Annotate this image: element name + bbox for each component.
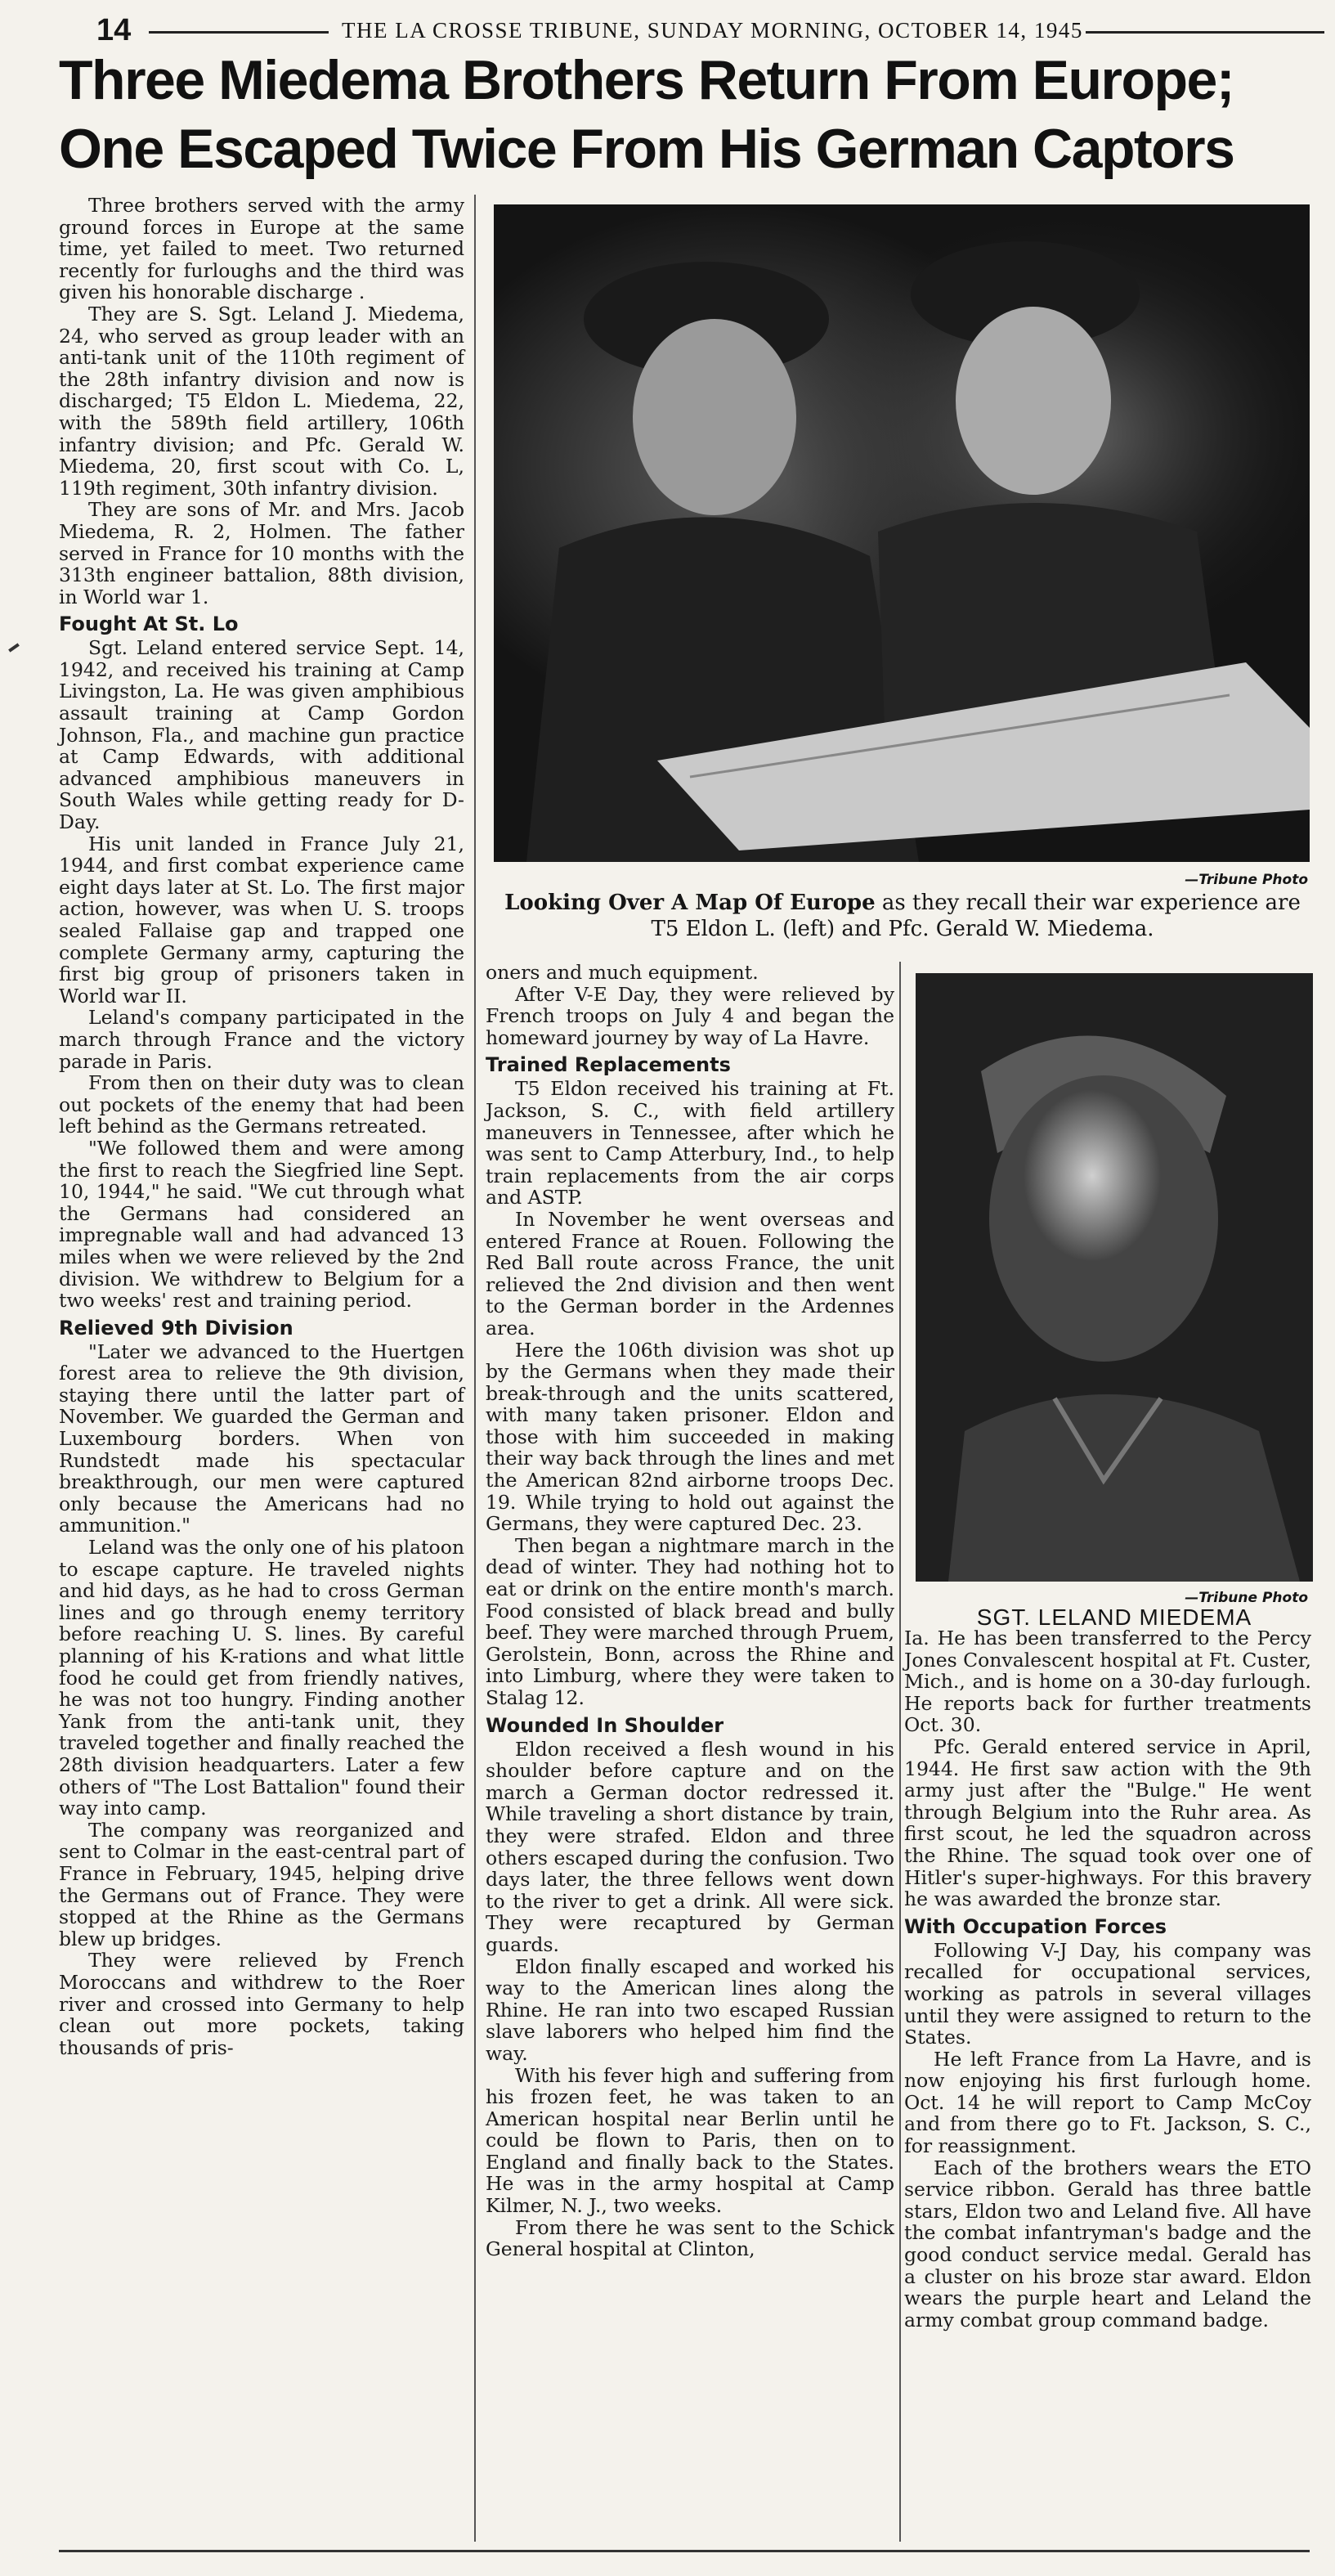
photo-credit: —Tribune Photo (1185, 1590, 1308, 1606)
subhead-trained-replacements: Trained Replacements (486, 1053, 731, 1077)
article-column-3 (904, 1627, 1311, 2331)
article-column-2 (486, 962, 894, 2260)
caption-text: as they recall their war experience are T5 Eldon L. (left) and Pfc. Gerald W. Miedema. (651, 891, 1301, 941)
column-divider (899, 962, 901, 2542)
paragraph: Each of the brothers wears the ETO service ribbon. Gerald has three battle stars, Eldon two and Leland five. All have the combat infantryman's badge and the good conduct service medal. Gerald has a cluster on his broze star award. Eldon wears the purple heart and Leland the army combat group command badge. (904, 2156, 1311, 2331)
photo-caption: SGT. LELAND MIEDEMA (976, 1604, 1252, 1630)
paragraph: From there he was sent to the Schick General hospital at Clinton, (486, 2215, 894, 2261)
subhead-with-occupation-forces: With Occupation Forces (904, 1914, 1167, 1938)
paragraph: Pfc. Gerald entered service in April, 1944. He first saw action with the 9th army just after the "Bulge." He went through Belgium into the Ruhr area. As first scout, he led the squadron across the Rhine. The squad took over one of Hitler's super-highways. For this bravery he was awarded the bronze star. (904, 1735, 1311, 1911)
paragraph: Following V-J Day, his company was recalled for occupational services, working as patrols in several villages until they were assigned to return to the States. (904, 1938, 1311, 2049)
paragraph: Sgt. Leland entered service Sept. 14, 1942, and received his training at Camp Livingston, La. He was given amphibious assault training at Camp Gordon Johnson, Fla., and machine gun practice at Camp Edwards, with additional advanced amphibious maneuvers in South Wales while getting ready for D-Day. (59, 636, 464, 834)
photo-image (494, 204, 1310, 862)
masthead (96, 11, 1323, 51)
masthead-rule-right (1086, 31, 1324, 34)
photo-brothers-with-map (494, 204, 1310, 862)
paragraph: T5 Eldon received his training at Ft. Jackson, S. C., with field artillery maneuvers in Tennessee, after which he was sent to Camp Atterbury, Ind., to help train replacements from the air corps and ASTP. (486, 1077, 894, 1209)
paragraph: He left France from La Havre, and is now enjoying his first furlough home. Oct. 14 he will report to Camp McCoy and from there go to Ft. Jackson, S. C., for reassignment. (904, 2047, 1311, 2158)
paragraph: Leland was the only one of his platoon to escape capture. He traveled nights and hid days, as he had to cross German lines and go through enemy territory before reaching U. S. lines. By careful planning of his K-rations and what little food he could get from friendly natives, he was not too hungry. Finding another Yank from the anti-tank unit, they traveled together and finally reached the 28th division headquarters. Later a few others of "The Lost Battalion" found their way into camp. (59, 1536, 464, 1820)
paragraph: "Later we advanced to the Huertgen forest area to relieve the 9th division, staying there until the latter part of November. We guarded the German and Luxembourg borders. When von Rundstedt made his spectacular breakthrough, our men were captured only because the Americans had no ammunition." (59, 1340, 464, 1537)
paragraph: They were relieved by French Moroccans and withdrew to the Roer river and crossed into Germany to help clean out more pockets, taking thousands of pris- (59, 1949, 464, 2059)
paragraph: Here the 106th division was shot up by the Germans when they made their break-through and the units scattered, with many taken prisoner. Eldon and those with him succeeded in making their way back through the lines and met the American 82nd airborne troops Dec. 19. While trying to hold out against the Germans, they were captured Dec. 23. (486, 1338, 894, 1536)
article-column-1 (59, 195, 464, 2058)
page-number: 14 (96, 13, 132, 47)
paragraph: Eldon finally escaped and worked his way to the American lines along the Rhine. He ran into two escaped Russian slave laborers who helped him find the way. (486, 1954, 894, 2065)
paragraph: Leland's company participated in the march through France and the victory parade in Paris. (59, 1006, 464, 1073)
photo-caption (495, 890, 1310, 942)
paragraph: Three brothers served with the army ground forces in Europe at the same time, yet failed to meet. Two returned recently for furloughs and the third was given his honorable discharge . (59, 194, 464, 304)
paragraph: "We followed them and were among the first to reach the Siegfried line Sept. 10, 1944," he said. "We cut through what the Germans had considered an impregnable wall and had advanced 13 miles when we were relieved by the 2nd division. We withdrew to Belgium for a two weeks' rest and training period. (59, 1136, 464, 1313)
subhead-relieved-9th-division: Relieved 9th Division (59, 1316, 293, 1340)
masthead-title: THE LA CROSSE TRIBUNE, SUNDAY MORNING, OCTOBER 14, 1945 (342, 18, 1083, 43)
paragraph: The company was reorganized and sent to Colmar in the east-central part of France in February, 1945, helping drive the Germans out of France. They were stopped at the Rhine as the Germans blew up bridges. (59, 1818, 464, 1950)
photo-image (916, 973, 1313, 1582)
masthead-rule-left (149, 31, 329, 34)
paragraph: His unit landed in France July 21, 1944, and first combat experience came eight days later at St. Lo. The first major action, however, was when U. S. troops sealed Fallaise gap and trapped one complete Germany army, capturing the first big group of prisoners taken in World war II. (59, 832, 464, 1008)
paragraph: After V-E Day, they were relieved by French troops on July 4 and began the homeward journey by way of La Havre. (486, 982, 894, 1049)
paragraph: From then on their duty was to clean out pockets of the enemy that had been left behind as the Germans retreated. (59, 1071, 464, 1138)
paragraph: In November he went overseas and entered France at Rouen. Following the Red Ball route across France, the unit relieved the 2nd division and then went to the German border in the Ardennes area. (486, 1207, 894, 1340)
photo-credit: —Tribune Photo (1185, 872, 1308, 888)
headline-line-1: Three Miedema Brothers Return From Europe; (59, 49, 1234, 111)
bottom-rule (59, 2550, 1310, 2552)
caption-lead: Looking Over A Map Of Europe (504, 891, 876, 915)
subhead-fought-at-st-lo: Fought At St. Lo (59, 613, 239, 636)
headline-line-2: One Escaped Twice From His German Captors (59, 118, 1234, 180)
column-divider (474, 195, 476, 2542)
paragraph: Eldon received a flesh wound in his shoulder before capture and on the march a German doctor redressed it. While traveling a short distance by train, they were strafed. Eldon and three others escaped during the confusion. Two days later, the three fellows went down to the river to get a drink. All were sick. They were recaptured by German guards. (486, 1737, 894, 1956)
paragraph: oners and much equipment. (486, 961, 759, 984)
paragraph: Then began a nightmare march in the dead of winter. They had nothing hot to eat or drink on the entire month's march. Food consisted of black bread and bully beef. They were marched through Pruem, Gerolstein, Bonn, across the Rhine and into Limburg, where they were taken to Stalag 12. (486, 1533, 894, 1709)
paragraph: They are S. Sgt. Leland J. Miedema, 24, who served as group leader with an anti-tank unit of the 110th regiment of the 28th infantry division and now is discharged; T5 Eldon L. Miedema, 22, with the 589th field artillery, 106th infantry division; and Pfc. Gerald W. Miedema, 20, first scout with Co. L, 119th regiment, 30th infantry division. (59, 302, 464, 500)
paragraph: Ia. He has been transferred to the Percy Jones Convalescent hospital at Ft. Custer, Mich., and is home on a 30-day furlough. He reports back for further treatments Oct. 30. (904, 1627, 1311, 1737)
paragraph: With his fever high and suffering from his frozen feet, he was taken to an American hospital near Berlin until he could be flown to Paris, then on to England and finally back to the States. He was in the army hospital at Camp Kilmer, N. J., two weeks. (486, 2063, 894, 2218)
paragraph: They are sons of Mr. and Mrs. Jacob Miedema, R. 2, Holmen. The father served in France for 10 months with the 313th engineer battalion, 88th division, in World war 1. (59, 498, 464, 608)
subhead-wounded-in-shoulder: Wounded In Shoulder (486, 1713, 724, 1737)
margin-mark (8, 643, 20, 652)
photo-leland-portrait (916, 973, 1313, 1582)
